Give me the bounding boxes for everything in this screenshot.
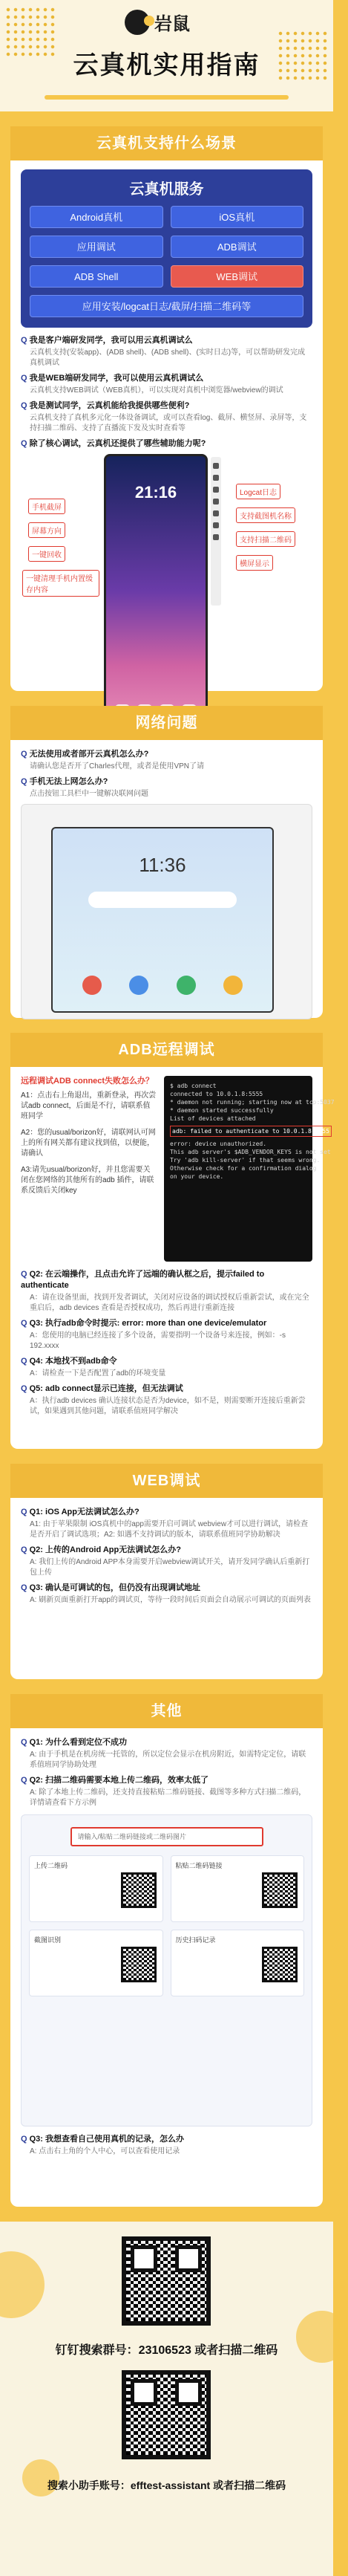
device-toolbar <box>211 457 221 606</box>
section-network <box>10 706 323 1018</box>
title-underline <box>45 95 289 100</box>
phone-clock: 21:16 <box>134 483 177 502</box>
lark-assistant-qrcode <box>122 2370 211 2459</box>
google-search-bar[interactable] <box>88 892 237 908</box>
question: Q Q1: 为什么看到定位不成功 <box>21 1737 312 1748</box>
callout-device-name: 支持截图机名称 <box>236 507 295 523</box>
question: Q Q4: 本地找不到adb命令 <box>21 1356 312 1367</box>
network-screenshot <box>21 804 312 1019</box>
adb-answer-3: A3:请先usual/borizon好，并且您需要关闭在您网络的其他所有的adb 插件，请联系反馈后关闭key <box>21 1166 154 1195</box>
answer: A：执行adb devices 确认连接状态是否为device，如不是，则需要断开连接后重新尝试，如果遇到其他问题，请联系值班同学解决 <box>30 1397 306 1415</box>
answer: A: 除了本地上传二维码，还支持直接粘贴二维码链接、截图等多种方式扫描二维码，详情请查看下方示例 <box>30 1788 306 1807</box>
service-title: 云真机服务 <box>129 181 204 198</box>
question: Q Q2: 上传的Android App无法调试怎么办? <box>21 1545 312 1556</box>
adb-answer-2: A2：您的usual/borizon好，请联网认可网上的所有网关都有建议找到值，以便能，请确认 <box>21 1129 156 1158</box>
card-label: 截图识别 <box>34 1936 62 1944</box>
answer: A: 点击右上角的个人中心，可以查看使用记录 <box>30 2147 180 2155</box>
callout-screenshot: 手机截屏 <box>28 499 65 514</box>
card-label: 上传二维码 <box>34 1862 68 1869</box>
app-icon <box>223 976 243 995</box>
qrcode-icon <box>121 1947 157 1982</box>
question: Q Q5: adb connect显示已连接，但无法调试 <box>21 1383 312 1395</box>
ios-device-button[interactable]: iOS真机 <box>171 206 304 228</box>
answer: 点击按钮工具栏中一键解决联网问题 <box>30 790 148 798</box>
answer: A: 我们上传的Android APP本身需要开启webview调试开关，请开发同学确认后重新打包上传 <box>30 1558 310 1577</box>
web-debug-button[interactable]: WEB调试 <box>171 265 304 288</box>
brand-logo <box>125 9 190 35</box>
qrcode-tool-icon[interactable] <box>213 522 219 528</box>
adb-debug-button[interactable]: ADB调试 <box>171 236 304 258</box>
question: Q 我是测试同学，云真机能给我提供哪些便利? <box>21 400 312 412</box>
footer <box>0 2222 333 2576</box>
question: Q Q3: 执行adb命令时提示: error: more than one device/emulator <box>21 1318 312 1329</box>
adb-shell-button[interactable]: ADB Shell <box>30 265 163 288</box>
logo-mark-icon <box>125 10 150 35</box>
logcat-tool-icon[interactable] <box>213 510 219 516</box>
section-title: WEB调试 <box>10 1464 323 1498</box>
section-scenes <box>10 126 323 691</box>
app-icon <box>82 976 102 995</box>
question: Q 除了核心调试，云真机还提供了哪些辅助能力呢? <box>21 438 312 450</box>
section-title: ADB远程调试 <box>10 1033 323 1067</box>
callout-landscape: 横屏显示 <box>236 555 273 571</box>
terminal-line: * daemon not running; starting now at tcp:5037 <box>170 1099 335 1106</box>
section-title: 网络问题 <box>10 706 323 740</box>
terminal-line: error: device unauthorized. <box>170 1141 267 1147</box>
app-debug-button[interactable]: 应用调试 <box>30 236 163 258</box>
android-device-button[interactable]: Android真机 <box>30 206 163 228</box>
card-label: 粘贴二维码链接 <box>175 1862 223 1869</box>
section-title: 其他 <box>10 1694 323 1728</box>
landscape-tool-icon[interactable] <box>213 534 219 540</box>
app-icon <box>177 976 196 995</box>
section-title: 云真机支持什么场景 <box>10 126 323 160</box>
scan-history-card[interactable] <box>171 1930 305 1996</box>
section-web <box>10 1464 323 1679</box>
answer: 云真机支持(安装app)、(ADB shell)、(ADB shell)、(实时日志)等，可以帮助研发完成真机调试 <box>30 348 306 367</box>
qrcode-link-input[interactable]: 请输入/粘贴二维码链接或二维码图片 <box>70 1827 263 1846</box>
terminal-line: This adb server's $ADB_VENDOR_KEYS is not set <box>170 1149 331 1155</box>
screenshot-recognize-card[interactable] <box>29 1930 163 1996</box>
answer: A: 刷新页面重新打开app的调试页，等待一段时间后页面会自动展示可调试的页面列表 <box>30 1596 311 1604</box>
terminal-line: Otherwise check for a confirmation dialog <box>170 1165 317 1172</box>
terminal-line: List of devices attached <box>170 1115 256 1122</box>
adb-question: 远程调试ADB connect失败怎么办？ <box>21 1077 154 1086</box>
section-adb <box>10 1033 335 1449</box>
question: Q Q2: 扫描二维码需要本地上传二维码，效率太低了 <box>21 1775 312 1786</box>
answer: A: 由于手机是在机房统一托管的，所以定位会显示在机房附近，如需特定定位，请联系值班同学协助处理 <box>30 1751 306 1769</box>
question: Q 我是客户端研发同学，我可以用云真机调试么 <box>21 335 312 346</box>
recycle-tool-icon[interactable] <box>213 487 219 493</box>
answer: 云真机支持WEB调试（WEB真机），可以实现对真机中浏览器/webview的调试 <box>30 386 283 395</box>
answer: A：您使用的电脑已经连接了多个设备，需要指明一个设备号来连接，例如：-s 192.xxxx <box>30 1331 286 1350</box>
section-other <box>10 1694 323 2207</box>
dingtalk-group-text: 钉钉搜索群号：23106523 或者扫描二维码 <box>55 2344 278 2357</box>
question: Q 手机无法上网怎么办? <box>21 776 312 788</box>
paste-link-card[interactable] <box>171 1855 305 1922</box>
app-icon <box>129 976 148 995</box>
callout-scan-qrcode: 支持扫描二维码 <box>236 531 295 547</box>
android-home-screen <box>51 827 274 1013</box>
hero-header <box>0 0 333 111</box>
terminal-line: $ adb connect <box>170 1083 217 1089</box>
service-panel <box>21 169 312 328</box>
upload-qrcode-card[interactable] <box>29 1855 163 1922</box>
question: Q 无法使用或者部开云真机怎么办? <box>21 749 312 760</box>
terminal-error-highlight: adb: failed to authenticate to 10.0.1.8:5555 <box>170 1126 332 1137</box>
decor-circle <box>0 2251 45 2318</box>
question: Q Q3: 确认是可调试的包，但仍没有出现调试地址 <box>21 1583 312 1594</box>
rotate-tool-icon[interactable] <box>213 475 219 481</box>
terminal-screenshot <box>164 1076 335 1262</box>
app-install-tools-button[interactable]: 应用安装/logcat日志/截屏/扫描二维码等 <box>30 295 303 317</box>
qrcode-icon <box>262 1872 298 1908</box>
answer: A：请检查一下是否配置了adb的环境变量 <box>30 1369 166 1378</box>
screenshot-tool-icon[interactable] <box>213 463 219 469</box>
phone-clock: 11:36 <box>139 854 186 876</box>
question: Q Q3: 我想查看自己使用真机的记录，怎么办 <box>21 2134 312 2145</box>
answer: A：请在设备里面，找到开发者调试，关闭对应设备的调试授权后重新尝试，或在完全重启后，adb devices 查看是否授权成功，然后再进行重新连接 <box>30 1294 309 1312</box>
terminal-line: Try 'adb kill-server' if that seems wrong. <box>170 1157 321 1164</box>
answer: A1: 由于苹果限制 iOS真机中的app需要开启可调试 webview才可以进行调试，请检查是否开启了调试选项；A2: 如遇不支持调试的版本，请联系值班同学协助解决 <box>30 1520 309 1539</box>
qrcode-icon <box>121 1872 157 1908</box>
brand-name: 岩鼠 <box>154 14 190 34</box>
question: Q 我是WEB端研发同学，我可以使用云真机调试么 <box>21 373 312 384</box>
callout-clean-cache: 一键清理手机内置缓存内容 <box>22 570 99 597</box>
scene-qa-list <box>21 335 312 450</box>
callout-logcat: Logcat日志 <box>236 484 280 499</box>
adb-answer-1: A1：点击右上角退出，重新登录，再次尝试adb connect，后面是不行，请联系值班同学 <box>21 1091 157 1120</box>
qrcode-scan-screenshot <box>21 1814 312 2126</box>
qrcode-icon <box>262 1947 298 1982</box>
answer: 云真机支持了真机多元化一体设备调试，或可以查看log、截屏、横竖屏、录屏等，支持扫描二维码、支持了直播流下发及实时查看等 <box>30 414 307 432</box>
question: Q Q1: iOS App无法调试怎么办? <box>21 1507 312 1518</box>
answer: 请确认您是否开了Charles代理，或者是使用VPN了请 <box>30 762 205 770</box>
clean-tool-icon[interactable] <box>213 499 219 505</box>
callout-recycle: 一键回收 <box>28 546 65 562</box>
terminal-line: on your device. <box>170 1173 224 1180</box>
terminal-line: connected to 10.0.1.8:5555 <box>170 1091 263 1097</box>
lark-assistant-text: 搜索小助手账号：efftest-assistant 或者扫描二维码 <box>47 2479 286 2491</box>
question: Q Q2: 在云端操作，且点击允许了远端的确认框之后，提示failed to authenticate <box>21 1269 312 1291</box>
card-label: 历史扫码记录 <box>175 1936 216 1944</box>
dingtalk-group-qrcode <box>122 2236 211 2326</box>
callout-orientation: 屏幕方向 <box>28 522 65 538</box>
terminal-line: * daemon started successfully <box>170 1107 274 1114</box>
page-title: 云真机实用指南 <box>73 51 260 80</box>
